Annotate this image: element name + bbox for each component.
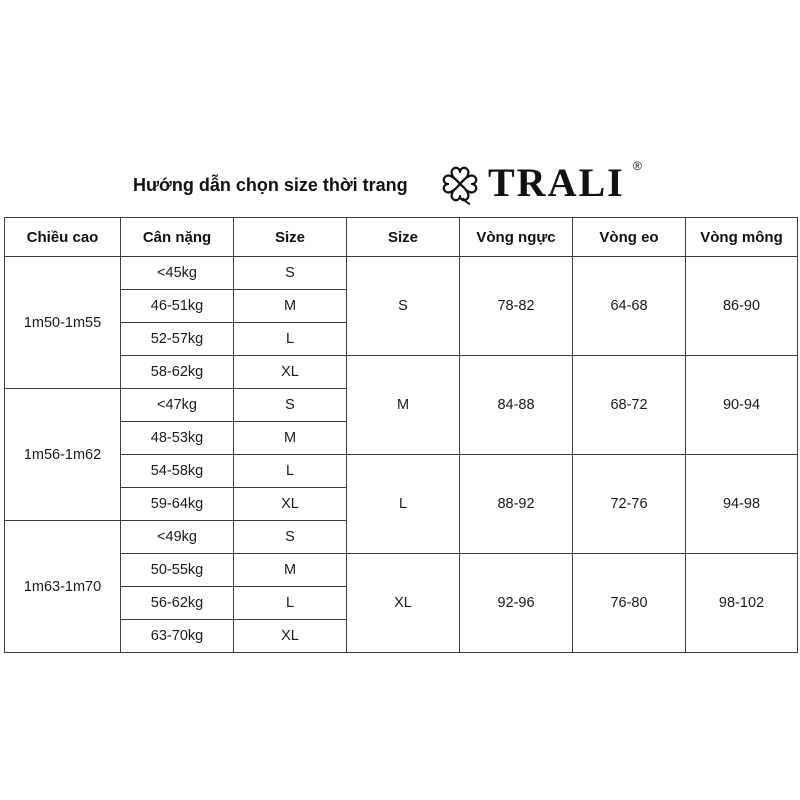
weight-cell: 54-58kg bbox=[121, 455, 234, 488]
weight-cell: 63-70kg bbox=[121, 620, 234, 653]
size-cell: XL bbox=[234, 356, 347, 389]
table-row bbox=[5, 356, 798, 389]
header-row bbox=[5, 218, 798, 257]
table-row bbox=[5, 455, 798, 488]
height-cell: 1m50-1m55 bbox=[5, 257, 121, 389]
chest-cell: 92-96 bbox=[460, 554, 573, 653]
brand-logo-text: TRALI bbox=[488, 160, 625, 205]
header-measure-size: Size bbox=[347, 218, 460, 257]
waist-cell: 76-80 bbox=[573, 554, 686, 653]
weight-cell: <47kg bbox=[121, 389, 234, 422]
chest-cell: 78-82 bbox=[460, 257, 573, 356]
clover-icon bbox=[439, 164, 481, 206]
header-height: Chiều cao bbox=[5, 218, 121, 257]
measure-size-cell: S bbox=[347, 257, 460, 356]
size-cell: L bbox=[234, 587, 347, 620]
measure-size-cell: XL bbox=[347, 554, 460, 653]
registered-mark: ® bbox=[633, 159, 642, 173]
weight-cell: 46-51kg bbox=[121, 290, 234, 323]
header-weight: Cân nặng bbox=[121, 218, 234, 257]
height-cell: 1m56-1m62 bbox=[5, 389, 121, 521]
size-cell: L bbox=[234, 323, 347, 356]
size-chart-table bbox=[4, 217, 798, 653]
weight-cell: 50-55kg bbox=[121, 554, 234, 587]
header-chest: Vòng ngực bbox=[460, 218, 573, 257]
height-cell: 1m63-1m70 bbox=[5, 521, 121, 653]
hip-cell: 86-90 bbox=[686, 257, 798, 356]
table-row bbox=[5, 554, 798, 587]
weight-cell: 59-64kg bbox=[121, 488, 234, 521]
measure-size-cell: M bbox=[347, 356, 460, 455]
size-cell: L bbox=[234, 455, 347, 488]
size-cell: XL bbox=[234, 488, 347, 521]
chest-cell: 88-92 bbox=[460, 455, 573, 554]
size-cell: M bbox=[234, 554, 347, 587]
weight-cell: <45kg bbox=[121, 257, 234, 290]
waist-cell: 68-72 bbox=[573, 356, 686, 455]
size-cell: XL bbox=[234, 620, 347, 653]
size-cell: S bbox=[234, 521, 347, 554]
header-waist: Vòng eo bbox=[573, 218, 686, 257]
measure-size-cell: L bbox=[347, 455, 460, 554]
weight-cell: 56-62kg bbox=[121, 587, 234, 620]
waist-cell: 64-68 bbox=[573, 257, 686, 356]
size-cell: S bbox=[234, 389, 347, 422]
table-row bbox=[5, 257, 798, 290]
weight-cell: <49kg bbox=[121, 521, 234, 554]
page-title: Hướng dẫn chọn size thời trang bbox=[133, 175, 408, 195]
weight-cell: 48-53kg bbox=[121, 422, 234, 455]
hip-cell: 90-94 bbox=[686, 356, 798, 455]
weight-cell: 58-62kg bbox=[121, 356, 234, 389]
hip-cell: 94-98 bbox=[686, 455, 798, 554]
hip-cell: 98-102 bbox=[686, 554, 798, 653]
header-hip: Vòng mông bbox=[686, 218, 798, 257]
size-cell: M bbox=[234, 290, 347, 323]
chest-cell: 84-88 bbox=[460, 356, 573, 455]
waist-cell: 72-76 bbox=[573, 455, 686, 554]
header-size: Size bbox=[234, 218, 347, 257]
weight-cell: 52-57kg bbox=[121, 323, 234, 356]
size-cell: M bbox=[234, 422, 347, 455]
size-cell: S bbox=[234, 257, 347, 290]
